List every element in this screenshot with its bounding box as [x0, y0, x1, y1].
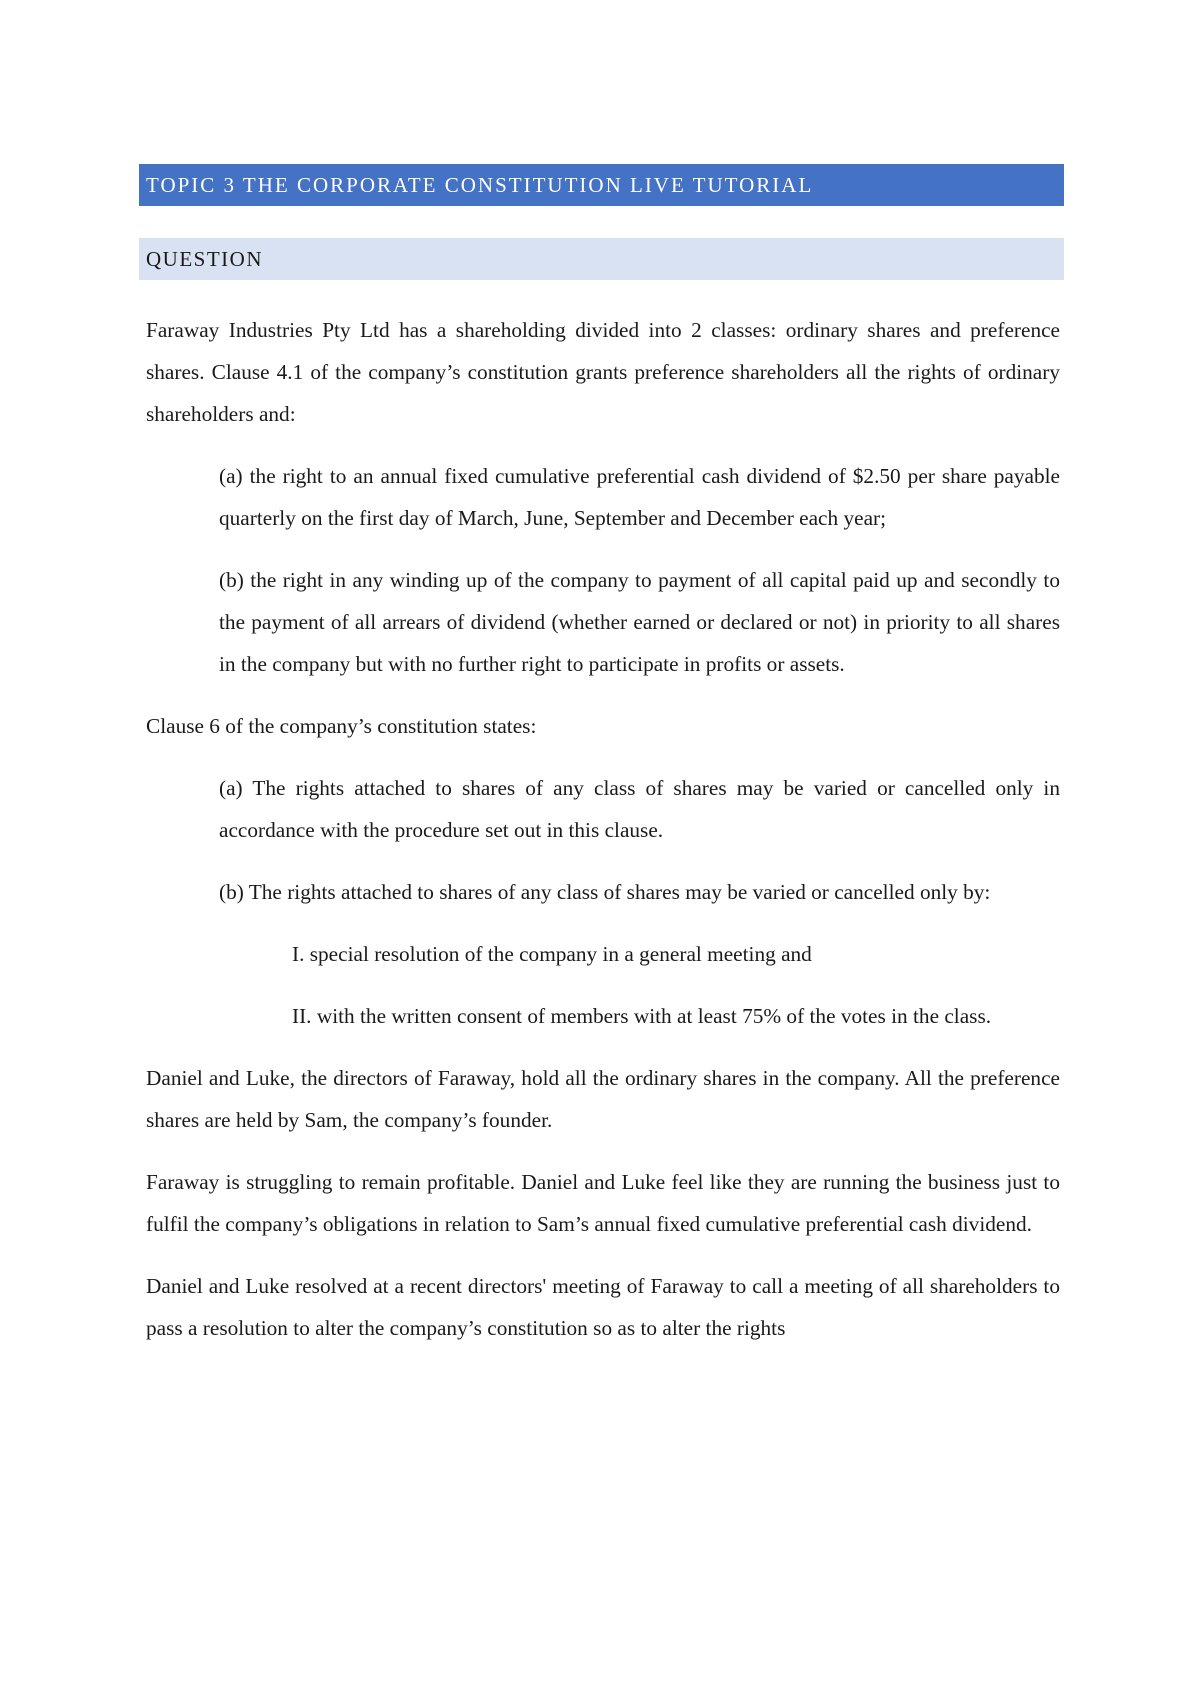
- paragraph-resolution: Daniel and Luke resolved at a recent directors' meeting of Faraway to call a meeting of all shareholders to pass a resolution to alter the company’s constitution so as to alter the rights: [146, 1274, 1060, 1340]
- clause-6-b-ii: II. with the written consent of members with at least 75% of the votes in the class.: [292, 1004, 992, 1028]
- question-subheading: QUESTION: [139, 238, 1064, 280]
- clause-4-1-a: (a) the right to an annual fixed cumulative preferential cash dividend of $2.50 per share payable quarterly on the first day of March, June, September and December each year;: [219, 464, 1060, 530]
- clause-4-1-b: (b) the right in any winding up of the company to payment of all capital paid up and secondly to the payment of all arrears of dividend (whether earned or declared or not) in priority to all shares in the company but with no further right to participate in profits or assets.: [219, 568, 1060, 676]
- paragraph-profitability: Faraway is struggling to remain profitable. Daniel and Luke feel like they are running the business just to fulfil the company’s obligations in relation to Sam’s annual fixed cumulative preferential cash dividend.: [146, 1170, 1060, 1236]
- paragraph-clause-6: Clause 6 of the company’s constitution states:: [146, 714, 537, 738]
- paragraph-intro: Faraway Industries Pty Ltd has a shareholding divided into 2 classes: ordinary shares and preference shares. Clause 4.1 of the company’s constitution grants preference shareholders all the rights of ordinary shareholders and:: [146, 318, 1060, 426]
- document-body: [146, 309, 1060, 1369]
- topic-heading: TOPIC 3 THE CORPORATE CONSTITUTION LIVE TUTORIAL: [139, 164, 1064, 206]
- paragraph-directors: Daniel and Luke, the directors of Faraway, hold all the ordinary shares in the company. All the preference shares are held by Sam, the company’s founder.: [146, 1066, 1060, 1132]
- clause-6-a: (a) The rights attached to shares of any class of shares may be varied or cancelled only in accordance with the procedure set out in this clause.: [219, 776, 1060, 842]
- clause-6-b-i: I. special resolution of the company in a general meeting and: [292, 942, 812, 966]
- clause-6-b: (b) The rights attached to shares of any class of shares may be varied or cancelled only by:: [219, 880, 991, 904]
